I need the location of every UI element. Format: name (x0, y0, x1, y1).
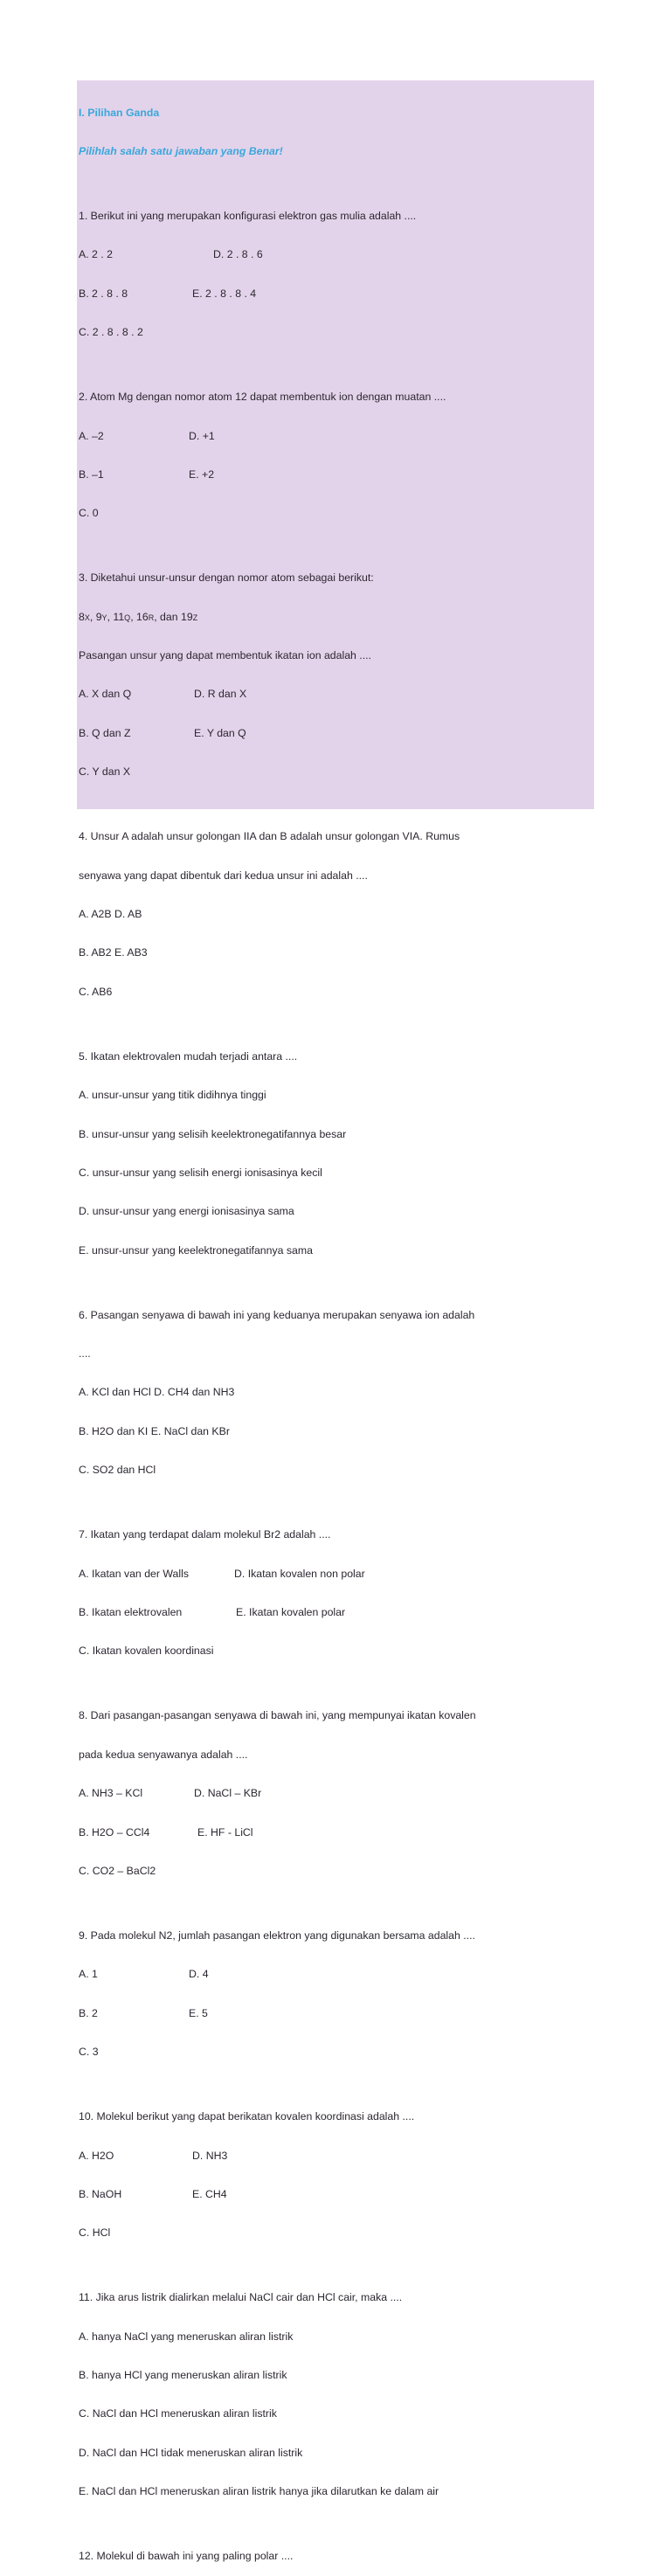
question-5-stem: 5. Ikatan elektrovalen mudah terjadi antara .... (79, 1049, 298, 1063)
option-3c: C. Y dan X (79, 765, 131, 779)
option-2e: E. +2 (189, 467, 215, 481)
question-6-stem2: .... (79, 1347, 91, 1361)
option-8e: E. HF - LiCl (197, 1825, 253, 1839)
option-11a: A. hanya NaCl yang meneruskan aliran listrik (79, 2330, 294, 2343)
option-1d: D. 2 . 8 . 6 (213, 248, 263, 261)
option-7e: E. Ikatan kovalen polar (236, 1606, 346, 1619)
option-11e: E. NaCl dan HCl meneruskan aliran listrik hanya jika dilarutkan ke dalam air (79, 2485, 439, 2498)
option-8d: D. NaCl – KBr (194, 1787, 262, 1800)
section-title: I. Pilihan Ganda (79, 106, 160, 119)
element-list: 8X, 9Y, 11Q, 16R, dan 19Z (79, 610, 198, 623)
option-5b: B. unsur-unsur yang selisih keelektronegatifannya besar (79, 1127, 347, 1140)
option-9e: E. 5 (189, 2006, 208, 2019)
option-5a: A. unsur-unsur yang titik didihnya tinggi (79, 1089, 266, 1102)
option-10d: D. NH3 (192, 2149, 228, 2162)
option-2d: D. +1 (189, 429, 215, 442)
option-1a: A. 2 . 2 (79, 248, 113, 261)
option-11c: C. NaCl dan HCl meneruskan aliran listrik (79, 2407, 277, 2420)
option-7c: C. Ikatan kovalen koordinasi (79, 1645, 214, 1658)
option-10c: C. HCl (79, 2226, 111, 2240)
option-9a: A. 1 (79, 1968, 98, 1981)
question-9-stem: 9. Pada molekul N2, jumlah pasangan elektron yang digunakan bersama adalah .... (79, 1929, 475, 1942)
question-2-stem: 2. Atom Mg dengan nomor atom 12 dapat membentuk ion dengan muatan .... (79, 391, 446, 404)
option-10b: B. NaOH (79, 2187, 122, 2200)
option-6b: B. H2O dan KI E. NaCl dan KBr (79, 1424, 230, 1437)
option-3a: A. X dan Q (79, 688, 132, 701)
option-8c: C. CO2 – BaCl2 (79, 1864, 156, 1877)
option-6c: C. SO2 dan HCl (79, 1464, 156, 1477)
question-4-stem: 4. Unsur A adalah unsur golongan IIA dan B adalah unsur golongan VIA. Rumus (79, 830, 460, 843)
option-8b: B. H2O – CCl4 (79, 1825, 150, 1839)
question-7-stem: 7. Ikatan yang terdapat dalam molekul Br2 adalah .... (79, 1528, 331, 1541)
option-4c: C. AB6 (79, 985, 113, 998)
option-5c: C. unsur-unsur yang selisih energi ionisasinya kecil (79, 1166, 322, 1179)
option-7d: D. Ikatan kovalen non polar (234, 1567, 365, 1580)
option-3d: D. R dan X (194, 688, 247, 701)
option-4b: B. AB2 E. AB3 (79, 946, 148, 959)
question-11-stem: 11. Jika arus listrik dialirkan melalui NaCl cair dan HCl cair, maka .... (79, 2291, 403, 2304)
question-6-stem: 6. Pasangan senyawa di bawah ini yang keduanya merupakan senyawa ion adalah (79, 1308, 475, 1321)
option-2b: B. –1 (79, 467, 104, 481)
option-3e: E. Y dan Q (194, 726, 246, 739)
option-7a: A. Ikatan van der Walls (79, 1567, 189, 1580)
option-1c: C. 2 . 8 . 8 . 2 (79, 326, 143, 339)
question-4-stem2: senyawa yang dapat dibentuk dari kedua unsur ini adalah .... (79, 869, 368, 882)
option-1b: B. 2 . 8 . 8 (79, 287, 128, 300)
question-content (79, 80, 592, 2576)
option-1e: E. 2 . 8 . 8 . 4 (192, 287, 257, 300)
question-1-stem: 1. Berikut ini yang merupakan konfigurasi elektron gas mulia adalah .... (79, 209, 417, 222)
question-3-stem: 3. Diketahui unsur-unsur dengan nomor atom sebagai berikut: (79, 571, 374, 585)
option-6a: A. KCl dan HCl D. CH4 dan NH3 (79, 1386, 235, 1399)
option-2c: C. 0 (79, 507, 99, 520)
option-2a: A. –2 (79, 429, 104, 442)
option-9b: B. 2 (79, 2006, 98, 2019)
question-8-stem: 8. Dari pasangan-pasangan senyawa di bawah ini, yang mempunyai ikatan kovalen (79, 1709, 476, 1722)
option-4a: A. A2B D. AB (79, 908, 142, 920)
question-10-stem: 10. Molekul berikut yang dapat berikatan kovalen koordinasi adalah .... (79, 2110, 415, 2123)
instruction: Pilihlah salah satu jawaban yang Benar! (79, 144, 283, 157)
option-11d: D. NaCl dan HCl tidak meneruskan aliran listrik (79, 2446, 303, 2459)
option-10a: A. H2O (79, 2149, 114, 2162)
option-5e: E. unsur-unsur yang keelektronegatifannya sama (79, 1243, 313, 1257)
option-3b: B. Q dan Z (79, 726, 131, 739)
question-8-stem2: pada kedua senyawanya adalah .... (79, 1748, 248, 1761)
option-8a: A. NH3 – KCl (79, 1787, 143, 1800)
option-10e: E. CH4 (192, 2187, 227, 2200)
option-11b: B. hanya HCl yang meneruskan aliran listrik (79, 2369, 287, 2382)
option-5d: D. unsur-unsur yang energi ionisasinya sama (79, 1205, 294, 1218)
option-9c: C. 3 (79, 2046, 99, 2059)
option-9d: D. 4 (189, 1968, 209, 1981)
question-12-stem: 12. Molekul di bawah ini yang paling polar .... (79, 2550, 294, 2563)
question-3-stem2: Pasangan unsur yang dapat membentuk ikatan ion adalah .... (79, 649, 371, 662)
option-7b: B. Ikatan elektrovalen (79, 1606, 183, 1619)
